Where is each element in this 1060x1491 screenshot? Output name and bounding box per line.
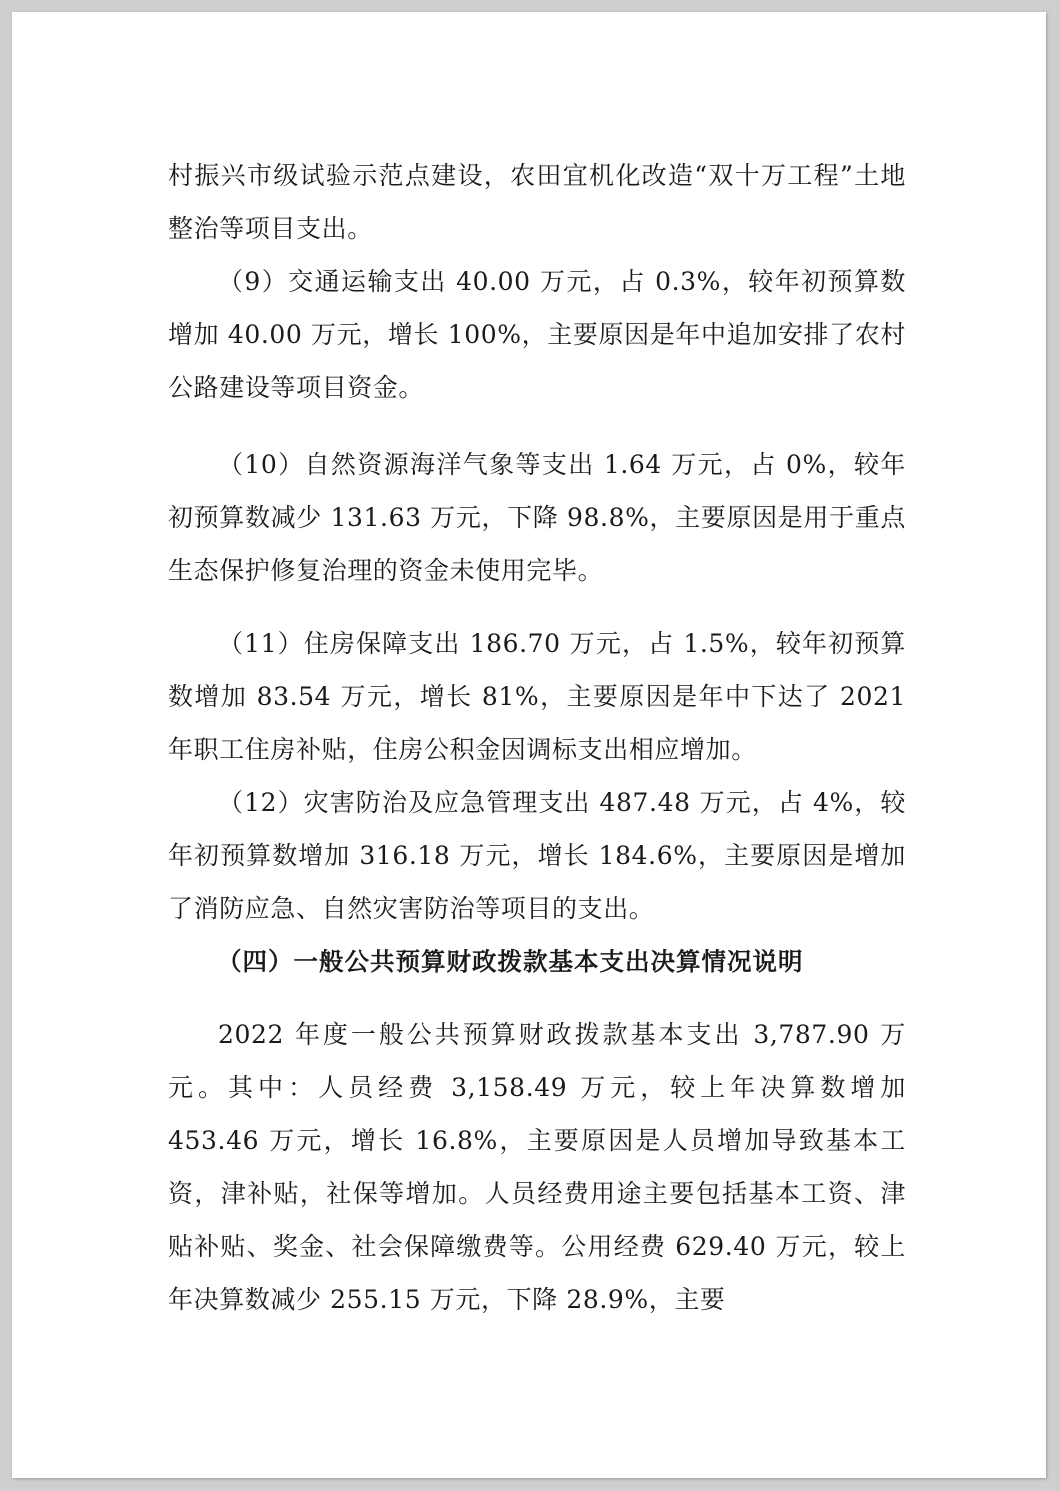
document-body — [168, 149, 906, 1326]
paragraph-disaster-expenditure: （12）灾害防治及应急管理支出 487.48 万元，占 4%，较年初预算数增加 316.18 万元，增长 184.6%，主要原因是增加了消防应急、自然灾害防治等项目的支出。 — [168, 788, 906, 923]
document-page — [12, 12, 1046, 1478]
paragraph-basic-expenditure: 2022 年度一般公共预算财政拨款基本支出 3,787.90 万元。其中：人员经费 3,158.49 万元，较上年决算数增加 453.46 万元，增长 16.8%，主要原因是人员增加导致基本工资，津补贴，社保等增加。人员经费用途主要包括基本工资、津贴补贴、奖金、社会保障缴费等。公用经费 629.40 万元，较上年决算数减少 255.15 万元，下降 28.9%，主要 — [168, 1020, 906, 1314]
paragraph-natural-resources-expenditure: （10）自然资源海洋气象等支出 1.64 万元，占 0%，较年初预算数减少 131.63 万元，下降 98.8%，主要原因是用于重点生态保护修复治理的资金未使用完毕。 — [168, 450, 906, 585]
paragraph-housing-expenditure: （11）住房保障支出 186.70 万元，占 1.5%，较年初预算数增加 83.54 万元，增长 81%，主要原因是年中下达了 2021 年职工住房补贴，住房公积金因调标支出相应增加。 — [168, 629, 906, 764]
paragraph-transport-expenditure: （9）交通运输支出 40.00 万元，占 0.3%，较年初预算数增加 40.00 万元，增长 100%，主要原因是年中追加安排了农村公路建设等项目资金。 — [168, 267, 906, 402]
section-heading: （四）一般公共预算财政拨款基本支出决算情况说明 — [217, 947, 804, 976]
paragraph-continuation: 村振兴市级试验示范点建设，农田宜机化改造“双十万工程”土地整治等项目支出。 — [168, 161, 906, 243]
